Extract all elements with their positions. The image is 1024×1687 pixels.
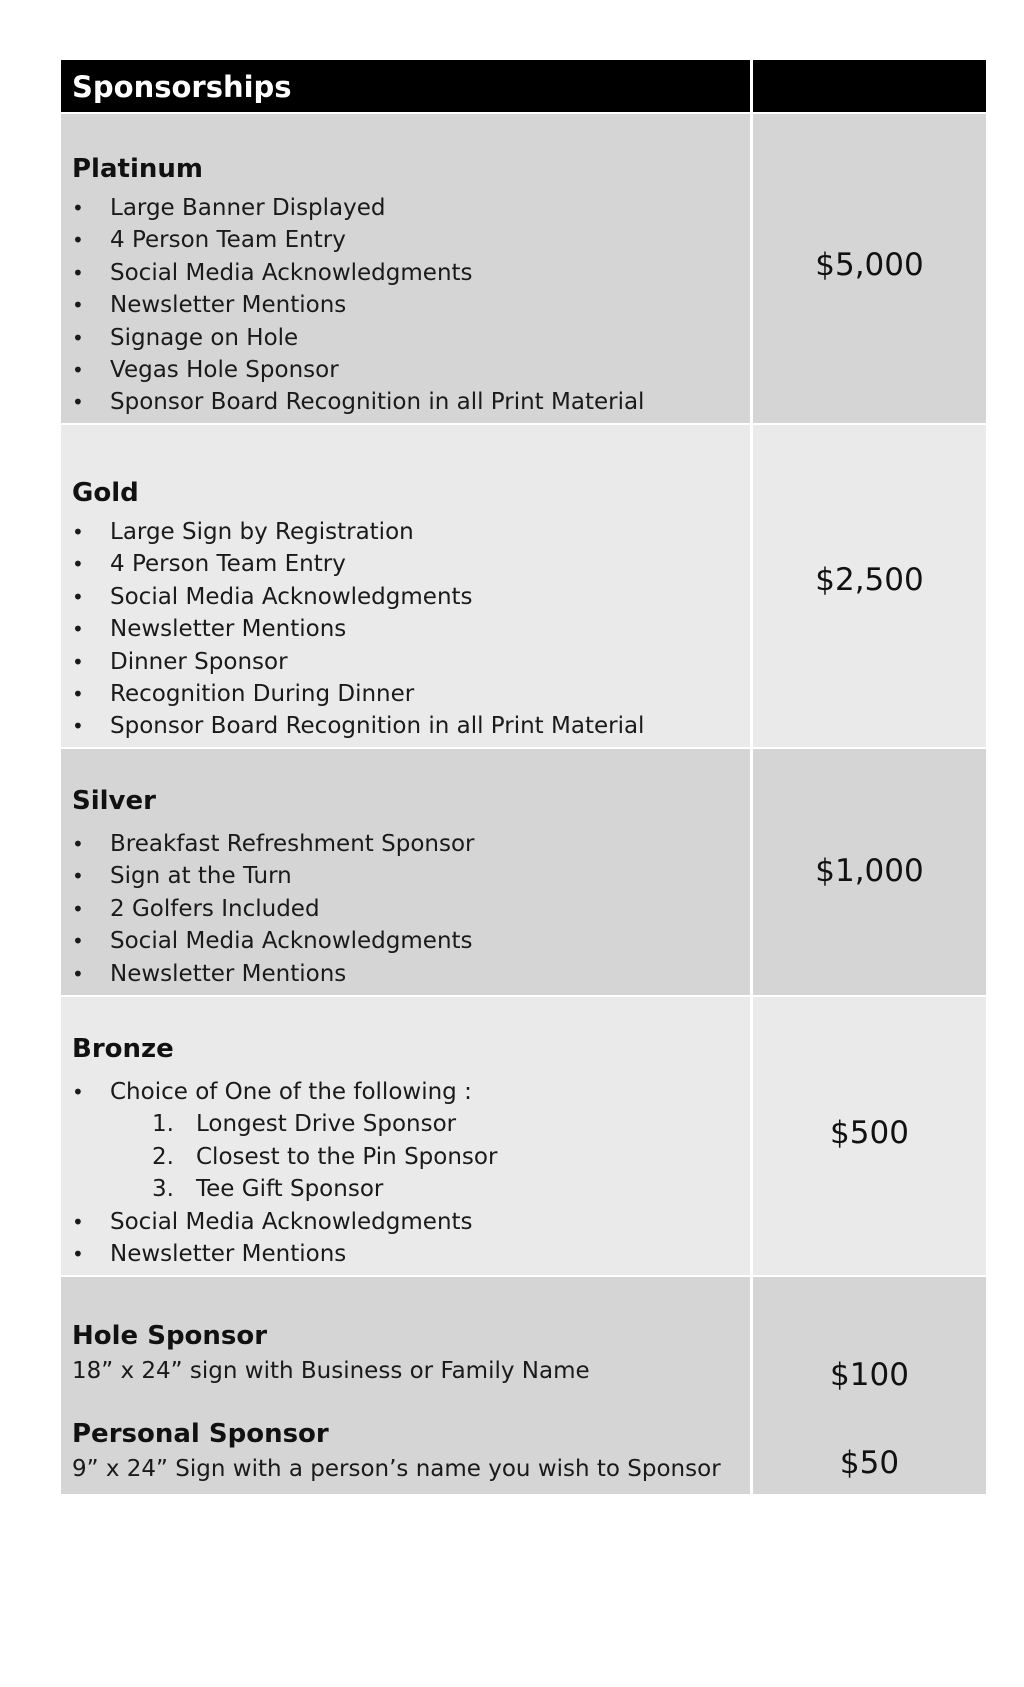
perk-item: • Newsletter Mentions — [72, 613, 739, 645]
perk-item: • 2 Golfers Included — [72, 893, 739, 925]
table-header — [61, 60, 986, 114]
tier-title: Platinum — [72, 154, 203, 184]
perk-item: • Sponsor Board Recognition in all Print Material — [72, 710, 739, 742]
perk-item: • Dinner Sponsor — [72, 646, 739, 678]
tier-title: Gold — [72, 478, 139, 508]
perk-item: • 4 Person Team Entry — [72, 224, 739, 256]
tier-title: Silver — [72, 786, 156, 816]
tier-price: $500 — [830, 1115, 909, 1151]
perk-item: • Choice of One of the following : — [72, 1076, 739, 1108]
sponsorship-table — [61, 60, 986, 1494]
choice-list — [72, 1108, 739, 1205]
perk-item: • Social Media Acknowledgments — [72, 1206, 739, 1238]
personal-sponsor-price: $50 — [839, 1445, 900, 1481]
perk-list — [72, 516, 739, 743]
tier-row-bronze — [61, 997, 986, 1277]
perk-item: • Social Media Acknowledgments — [72, 925, 739, 957]
tier-row-silver — [61, 749, 986, 997]
perk-item: • Recognition During Dinner — [72, 678, 739, 710]
tier-row-hole-personal — [61, 1277, 986, 1494]
tier-price: $2,500 — [815, 562, 924, 598]
tier-price: $5,000 — [815, 247, 924, 283]
tier-price: $1,000 — [815, 853, 924, 889]
choice-item: 3. Tee Gift Sponsor — [152, 1176, 384, 1203]
personal-sponsor-title: Personal Sponsor — [72, 1419, 329, 1449]
perk-item: • Newsletter Mentions — [72, 1238, 739, 1270]
perk-item: • Large Banner Displayed — [72, 192, 739, 224]
personal-sponsor-desc: 9” x 24” Sign with a person’s name you wish to Sponsor — [72, 1456, 721, 1482]
hole-sponsor-title: Hole Sponsor — [72, 1321, 268, 1351]
tier-title: Bronze — [72, 1034, 174, 1064]
perk-item: • Breakfast Refreshment Sponsor — [72, 828, 739, 860]
perk-list — [72, 192, 739, 419]
choice-item: 2. Closest to the Pin Sponsor — [152, 1143, 498, 1170]
choice-item: 1. Longest Drive Sponsor — [152, 1111, 457, 1138]
perk-list — [72, 1076, 739, 1108]
hole-sponsor-desc: 18” x 24” sign with Business or Family Name — [72, 1358, 590, 1384]
hole-sponsor-price: $100 — [830, 1357, 909, 1393]
perk-item: • Vegas Hole Sponsor — [72, 354, 739, 386]
perk-item: • Newsletter Mentions — [72, 289, 739, 321]
perk-item: • Sign at the Turn — [72, 860, 739, 892]
perk-item: • Social Media Acknowledgments — [72, 257, 739, 289]
table-title: Sponsorships — [61, 60, 753, 112]
price-header — [753, 60, 986, 112]
perk-item: • Signage on Hole — [72, 322, 739, 354]
tier-row-platinum — [61, 114, 986, 425]
perk-list — [72, 828, 739, 990]
tier-row-gold — [61, 425, 986, 749]
perk-item: • Sponsor Board Recognition in all Print Material — [72, 386, 739, 418]
perk-item: • Social Media Acknowledgments — [72, 581, 739, 613]
perk-item: • 4 Person Team Entry — [72, 548, 739, 580]
perk-item: • Large Sign by Registration — [72, 516, 739, 548]
perk-list — [72, 1206, 739, 1271]
perk-item: • Newsletter Mentions — [72, 958, 739, 990]
